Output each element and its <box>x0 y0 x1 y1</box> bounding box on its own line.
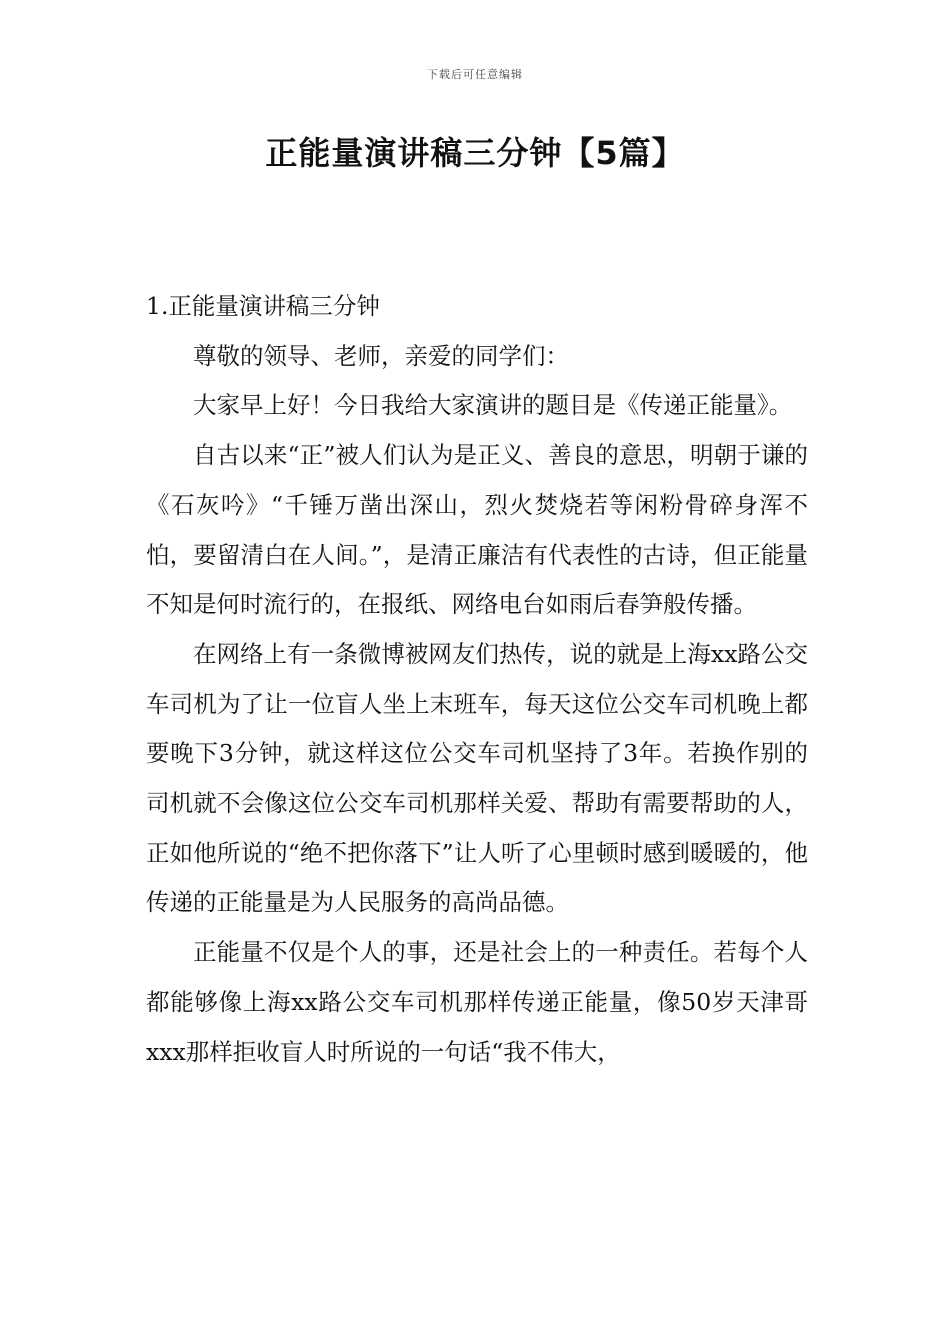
header-note: 下载后可任意编辑 <box>427 68 523 81</box>
paragraph-opening: 大家早上好！今日我给大家演讲的题目是《传递正能量》。 <box>193 391 793 420</box>
paragraph-responsibility: 正能量不仅是个人的事，还是社会上的一种责任。若每个人都能够像上海xx路公交车司机那样传递正能量，像50岁天津哥xxx那样拒收盲人时所说的一句话“我不伟大， <box>146 938 808 1066</box>
paragraph-bus-driver: 在网络上有一条微博被网友们热传，说的就是上海xx路公交车司机为了让一位盲人坐上末班车，每天这位公交车司机晚上都要晚下3分钟，就这样这位公交车司机坚持了3年。若换作别的司机就不会像这位公交车司机那样关爱、帮助有需要帮助的人，正如他所说的“绝不把你落下”让人听了心里顿时感到暖暖的，他传递的正能量是为人民服务的高尚品德。 <box>146 639 808 917</box>
section-heading: 1.正能量演讲稿三分钟 <box>146 292 380 320</box>
document-title: 正能量演讲稿三分钟【5篇】 <box>265 134 685 172</box>
document-body <box>146 282 808 1077</box>
paragraph-history: 自古以来“正”被人们认为是正义、善良的意思，明朝于谦的《石灰吟》“千锤万凿出深山，烈火焚烧若等闲粉骨碎身浑不怕，要留清白在人间。”，是清正廉洁有代表性的古诗，但正能量不知是何时流行的，在报纸、网络电台如雨后春笋般传播。 <box>146 441 808 619</box>
paragraph-greeting: 尊敬的领导、老师，亲爱的同学们： <box>193 341 569 370</box>
